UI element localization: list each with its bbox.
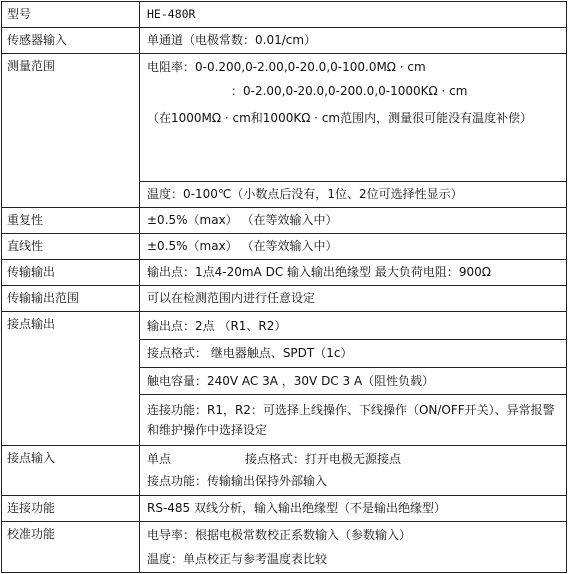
label-linearity: 直线性 [7,239,44,253]
value-temperature-range: 温度：0-100℃（小数点后没有，1位、2位可选择性显示） [147,187,463,201]
label-connection: 连接功能 [7,501,56,515]
value-resistivity-range-1: 电阻率：0-0.200,0-2.00,0-20.0,0-100.0MΩ · cm [147,60,426,74]
row-divider [1,1,567,2]
label-measurement-range: 测量范围 [7,59,56,73]
sub-row-divider [139,394,567,395]
label-model: 型号 [7,7,32,21]
row-divider [1,521,567,522]
row-divider [1,572,567,573]
label-contact-output: 接点输出 [7,317,56,331]
value-contact-input-format: 接点格式：打开电极无源接点 [245,452,402,466]
label-transmit-range: 传输输出范围 [7,291,80,305]
value-repeatability: ±0.5%（max） （在等效输入中） [147,213,338,227]
sub-row-divider [139,367,567,368]
value-resistivity-range-2: ：0-2.00,0-20.0,0-200.0,0-1000KΩ · cm [231,84,468,98]
table-border-right [566,1,567,573]
label-sensor-input: 传感器输入 [7,33,68,47]
value-output-points: 输出点：2点 （R1、R2） [147,319,287,333]
value-linearity: ±0.5%（max） （在等效输入中） [147,239,338,253]
value-contact-input-function: 接点功能：传输输出保持外部输入 [147,474,328,488]
value-model: HE-480R [147,7,196,21]
value-calibration-temperature: 温度：单点校正与参考温度表比较 [147,552,328,566]
row-divider [1,259,567,260]
sub-row-divider [139,181,567,182]
row-divider [1,445,567,446]
value-contact-capacity: 触电容量：240V AC 3A ，30V DC 3 A（阻性负载） [147,374,435,388]
row-divider [1,27,567,28]
table-border-left [1,1,2,573]
row-divider [1,311,567,312]
row-divider [1,53,567,54]
value-sensor-input: 单通道（电极常数：0.01/cm） [147,33,317,47]
value-transmit-output: 输出点：1点4-20mA DC 输入输出绝缘型 最大负荷电阻：900Ω [147,265,491,279]
row-divider [1,207,567,208]
row-divider [1,285,567,286]
column-divider [139,1,140,573]
value-connection: RS-485 双线分析，输入输出绝缘型（不是输出绝缘型） [147,501,447,515]
label-repeatability: 重复性 [7,213,44,227]
sub-row-divider [139,339,567,340]
row-divider [1,495,567,496]
value-transmit-range: 可以在检测范围内进行任意设定 [147,291,316,305]
label-calibration: 校准功能 [7,527,56,541]
value-calibration-conductivity: 电导率：根据电极常数校正系数输入（参数输入） [147,528,412,542]
row-divider [1,233,567,234]
value-contact-input-point: 单点 [147,452,172,466]
value-contact-function: 连接功能：R1，R2：可选择上线操作、下线操作（ON/OFF开关）、异常报警和维护操作中选择设定 [147,403,555,437]
value-contact-format: 接点格式： 继电器触点、SPDT（1c） [147,346,353,360]
value-range-note: （在1000MΩ · cm和1000KΩ · cm范围内，测量很可能没有温度补偿） [147,111,533,125]
label-transmit-output: 传输输出 [7,265,56,279]
label-contact-input: 接点输入 [7,451,56,465]
